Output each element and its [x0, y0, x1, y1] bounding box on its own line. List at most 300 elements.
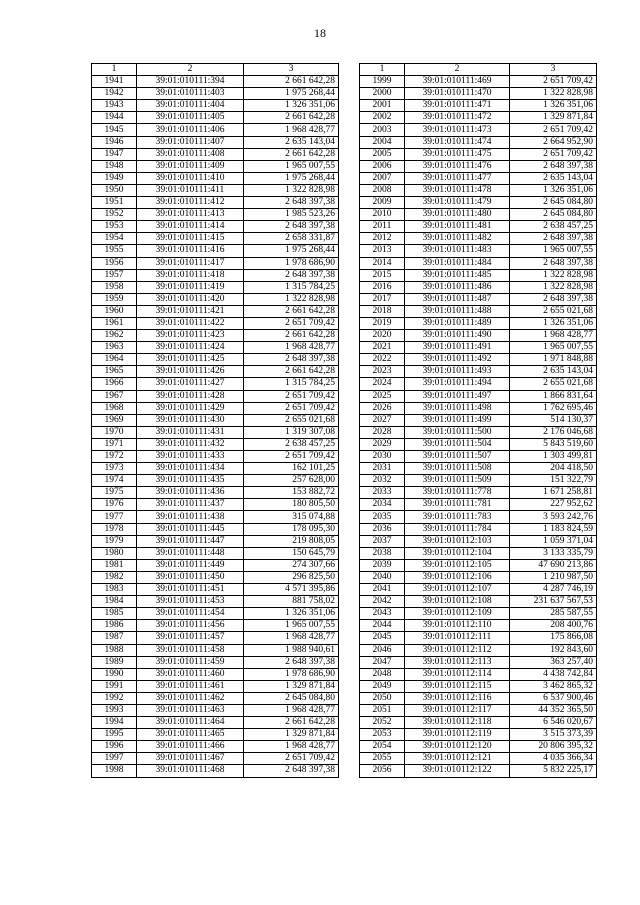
table-row [360, 523, 597, 535]
cadastral-value-cell: 4 035 366,34 [510, 753, 597, 765]
cadastral-number-cell: 39:01:010112:110 [405, 620, 510, 632]
cadastral-value-cell: 1 965 007,55 [244, 160, 339, 172]
row-number-cell: 2045 [360, 632, 405, 644]
row-number-cell: 2003 [360, 124, 405, 136]
table-row [360, 741, 597, 753]
table-row [92, 584, 339, 596]
row-number-cell: 2053 [360, 729, 405, 741]
table-row [360, 608, 597, 620]
row-number-cell: 1955 [92, 245, 137, 257]
table-row [360, 317, 597, 329]
table-row [92, 112, 339, 124]
row-number-cell: 2016 [360, 281, 405, 293]
row-number-cell: 1946 [92, 136, 137, 148]
row-number-cell: 1948 [92, 160, 137, 172]
cadastral-value-cell: 1 326 351,06 [244, 608, 339, 620]
cadastral-value-cell: 1 968 428,77 [244, 632, 339, 644]
table-row [92, 717, 339, 729]
cadastral-number-cell: 39:01:010111:447 [137, 535, 244, 547]
cadastral-value-cell: 1 326 351,06 [244, 100, 339, 112]
cadastral-value-cell: 6 546 020,67 [510, 717, 597, 729]
cadastral-number-cell: 39:01:010111:429 [137, 402, 244, 414]
row-number-cell: 1999 [360, 76, 405, 88]
cadastral-value-cell: 192 843,60 [510, 644, 597, 656]
cadastral-value-cell: 2 655 021,68 [510, 305, 597, 317]
table-row [92, 88, 339, 100]
cadastral-value-cell: 20 806 395,32 [510, 741, 597, 753]
cadastral-value-cell: 2 661 642,28 [244, 112, 339, 124]
cadastral-number-cell: 39:01:010112:111 [405, 632, 510, 644]
table-row [92, 463, 339, 475]
row-number-cell: 2021 [360, 342, 405, 354]
cadastral-number-cell: 39:01:010111:450 [137, 571, 244, 583]
table-header-row [92, 64, 339, 76]
cadastral-value-cell: 231 637 567,53 [510, 596, 597, 608]
cadastral-number-cell: 39:01:010111:453 [137, 596, 244, 608]
row-number-cell: 2002 [360, 112, 405, 124]
table-body-left [92, 64, 339, 778]
cadastral-number-cell: 39:01:010111:435 [137, 475, 244, 487]
cadastral-number-cell: 39:01:010111:414 [137, 221, 244, 233]
cadastral-value-cell: 274 307,66 [244, 559, 339, 571]
row-number-cell: 1945 [92, 124, 137, 136]
row-number-cell: 1984 [92, 596, 137, 608]
table-row [360, 184, 597, 196]
row-number-cell: 1977 [92, 511, 137, 523]
row-number-cell: 1973 [92, 463, 137, 475]
table-row [360, 354, 597, 366]
table-row [92, 426, 339, 438]
cadastral-number-cell: 39:01:010111:466 [137, 741, 244, 753]
cadastral-value-cell: 514 130,37 [510, 414, 597, 426]
row-number-cell: 2055 [360, 753, 405, 765]
row-number-cell: 2015 [360, 269, 405, 281]
cadastral-number-cell: 39:01:010111:477 [405, 172, 510, 184]
cadastral-value-cell: 1 315 784,25 [244, 281, 339, 293]
row-number-cell: 1943 [92, 100, 137, 112]
row-number-cell: 1981 [92, 559, 137, 571]
table-row [360, 136, 597, 148]
cadastral-value-cell: 1 968 428,77 [244, 124, 339, 136]
row-number-cell: 1942 [92, 88, 137, 100]
row-number-cell: 2031 [360, 463, 405, 475]
row-number-cell: 2007 [360, 172, 405, 184]
row-number-cell: 1970 [92, 426, 137, 438]
table-row [92, 148, 339, 160]
row-number-cell: 2000 [360, 88, 405, 100]
table-row [360, 76, 597, 88]
cadastral-value-cell: 2 651 709,42 [510, 148, 597, 160]
table-body-right [360, 64, 597, 778]
cadastral-value-cell: 2 645 084,80 [244, 692, 339, 704]
cadastral-value-cell: 2 661 642,28 [244, 717, 339, 729]
table-row [360, 535, 597, 547]
row-number-cell: 1947 [92, 148, 137, 160]
cadastral-value-cell: 3 133 335,79 [510, 547, 597, 559]
cadastral-value-cell: 162 101,25 [244, 463, 339, 475]
row-number-cell: 2049 [360, 680, 405, 692]
cadastral-number-cell: 39:01:010111:473 [405, 124, 510, 136]
cadastral-number-cell: 39:01:010111:454 [137, 608, 244, 620]
row-number-cell: 1964 [92, 354, 137, 366]
cadastral-number-cell: 39:01:010111:467 [137, 753, 244, 765]
row-number-cell: 1987 [92, 632, 137, 644]
table-row [360, 451, 597, 463]
table-row [92, 76, 339, 88]
row-number-cell: 2047 [360, 656, 405, 668]
cadastral-number-cell: 39:01:010111:465 [137, 729, 244, 741]
column-header-value: 3 [510, 64, 597, 76]
cadastral-number-cell: 39:01:010111:472 [405, 112, 510, 124]
cadastral-number-cell: 39:01:010111:404 [137, 100, 244, 112]
cadastral-number-cell: 39:01:010111:460 [137, 668, 244, 680]
cadastral-number-cell: 39:01:010111:437 [137, 499, 244, 511]
cadastral-number-cell: 39:01:010111:489 [405, 317, 510, 329]
table-row [92, 487, 339, 499]
row-number-cell: 1952 [92, 209, 137, 221]
row-number-cell: 1998 [92, 765, 137, 777]
table-row [92, 390, 339, 402]
cadastral-value-cell: 1 322 828,98 [510, 269, 597, 281]
cadastral-value-cell: 2 648 397,38 [244, 269, 339, 281]
row-number-cell: 2011 [360, 221, 405, 233]
row-number-cell: 2054 [360, 741, 405, 753]
table-row [360, 160, 597, 172]
cadastral-value-cell: 175 866,08 [510, 632, 597, 644]
cadastral-number-cell: 39:01:010111:487 [405, 293, 510, 305]
table-row [360, 704, 597, 716]
table-row [360, 245, 597, 257]
table-row [360, 269, 597, 281]
table-row [92, 281, 339, 293]
table-row [92, 233, 339, 245]
cadastral-value-cell: 2 651 709,42 [244, 451, 339, 463]
row-number-cell: 1974 [92, 475, 137, 487]
cadastral-value-cell: 4 571 395,86 [244, 584, 339, 596]
cadastral-value-cell: 2 661 642,28 [244, 366, 339, 378]
table-row [360, 124, 597, 136]
cadastral-value-cell: 1 975 268,44 [244, 172, 339, 184]
row-number-cell: 2056 [360, 765, 405, 777]
table-row [360, 487, 597, 499]
table-row [360, 717, 597, 729]
cadastral-number-cell: 39:01:010111:409 [137, 160, 244, 172]
row-number-cell: 2038 [360, 547, 405, 559]
row-number-cell: 1985 [92, 608, 137, 620]
cadastral-number-cell: 39:01:010111:405 [137, 112, 244, 124]
row-number-cell: 2041 [360, 584, 405, 596]
cadastral-value-cell: 1 326 351,06 [510, 184, 597, 196]
page-number: 18 [314, 26, 326, 40]
cadastral-number-cell: 39:01:010111:471 [405, 100, 510, 112]
row-number-cell: 1991 [92, 680, 137, 692]
table-row [360, 414, 597, 426]
table-row [92, 221, 339, 233]
cadastral-number-cell: 39:01:010111:488 [405, 305, 510, 317]
table-row [360, 596, 597, 608]
row-number-cell: 2050 [360, 692, 405, 704]
cadastral-number-cell: 39:01:010111:416 [137, 245, 244, 257]
table-row [92, 704, 339, 716]
table-row [92, 765, 339, 777]
cadastral-value-cell: 219 808,05 [244, 535, 339, 547]
cadastral-number-cell: 39:01:010111:411 [137, 184, 244, 196]
row-number-cell: 2018 [360, 305, 405, 317]
cadastral-number-cell: 39:01:010112:115 [405, 680, 510, 692]
row-number-cell: 2005 [360, 148, 405, 160]
cadastral-value-cell: 1 866 831,64 [510, 390, 597, 402]
row-number-cell: 2040 [360, 571, 405, 583]
row-number-cell: 1995 [92, 729, 137, 741]
row-number-cell: 2004 [360, 136, 405, 148]
cadastral-value-cell: 1 671 258,81 [510, 487, 597, 499]
row-number-cell: 2008 [360, 184, 405, 196]
table-row [92, 124, 339, 136]
cadastral-number-cell: 39:01:010111:486 [405, 281, 510, 293]
row-number-cell: 2032 [360, 475, 405, 487]
row-number-cell: 2037 [360, 535, 405, 547]
cadastral-number-cell: 39:01:010111:492 [405, 354, 510, 366]
table-row [92, 608, 339, 620]
cadastral-number-cell: 39:01:010111:456 [137, 620, 244, 632]
cadastral-number-cell: 39:01:010111:469 [405, 76, 510, 88]
cadastral-number-cell: 39:01:010111:424 [137, 342, 244, 354]
table-row [360, 233, 597, 245]
row-number-cell: 1960 [92, 305, 137, 317]
cadastral-number-cell: 39:01:010112:112 [405, 644, 510, 656]
row-number-cell: 1944 [92, 112, 137, 124]
row-number-cell: 2010 [360, 209, 405, 221]
row-number-cell: 1980 [92, 547, 137, 559]
row-number-cell: 2029 [360, 438, 405, 450]
cadastral-value-cell: 2 651 709,42 [244, 317, 339, 329]
cadastral-value-cell: 1 968 428,77 [244, 741, 339, 753]
cadastral-value-cell: 1 978 686,90 [244, 668, 339, 680]
cadastral-number-cell: 39:01:010111:410 [137, 172, 244, 184]
cadastral-value-cell: 1 210 987,50 [510, 571, 597, 583]
row-number-cell: 2022 [360, 354, 405, 366]
cadastral-number-cell: 39:01:010111:425 [137, 354, 244, 366]
row-number-cell: 1950 [92, 184, 137, 196]
row-number-cell: 2025 [360, 390, 405, 402]
row-number-cell: 2012 [360, 233, 405, 245]
cadastral-number-cell: 39:01:010112:107 [405, 584, 510, 596]
cadastral-number-cell: 39:01:010111:417 [137, 257, 244, 269]
row-number-cell: 1968 [92, 402, 137, 414]
cadastral-value-cell: 2 648 397,38 [244, 765, 339, 777]
table-row [92, 547, 339, 559]
cadastral-value-cell: 2 655 021,68 [244, 414, 339, 426]
cadastral-number-cell: 39:01:010111:457 [137, 632, 244, 644]
row-number-cell: 2052 [360, 717, 405, 729]
cadastral-number-cell: 39:01:010111:418 [137, 269, 244, 281]
row-number-cell: 1957 [92, 269, 137, 281]
row-number-cell: 2009 [360, 197, 405, 209]
cadastral-number-cell: 39:01:010112:117 [405, 704, 510, 716]
cadastral-number-cell: 39:01:010111:428 [137, 390, 244, 402]
cadastral-value-cell: 2 645 084,80 [510, 197, 597, 209]
table-row [360, 620, 597, 632]
row-number-cell: 1982 [92, 571, 137, 583]
cadastral-number-cell: 39:01:010111:476 [405, 160, 510, 172]
row-number-cell: 1993 [92, 704, 137, 716]
cadastral-value-cell: 4 287 746,19 [510, 584, 597, 596]
table-row [92, 342, 339, 354]
cadastral-value-cell: 2 658 331,87 [244, 233, 339, 245]
row-number-cell: 2051 [360, 704, 405, 716]
table-row [92, 451, 339, 463]
row-number-cell: 1965 [92, 366, 137, 378]
table-row [92, 753, 339, 765]
cadastral-number-cell: 39:01:010111:480 [405, 209, 510, 221]
table-row [92, 305, 339, 317]
cadastral-value-cell: 44 352 365,50 [510, 704, 597, 716]
cadastral-number-cell: 39:01:010111:433 [137, 451, 244, 463]
cadastral-number-cell: 39:01:010111:434 [137, 463, 244, 475]
table-row [360, 100, 597, 112]
cadastral-number-cell: 39:01:010111:448 [137, 547, 244, 559]
table-row [92, 293, 339, 305]
table-row [360, 257, 597, 269]
row-number-cell: 1969 [92, 414, 137, 426]
cadastral-number-cell: 39:01:010111:407 [137, 136, 244, 148]
table-row [360, 584, 597, 596]
cadastral-value-cell: 1 322 828,98 [244, 293, 339, 305]
table-row [360, 148, 597, 160]
table-row [92, 499, 339, 511]
cadastral-number-cell: 39:01:010111:490 [405, 330, 510, 342]
cadastral-number-cell: 39:01:010111:508 [405, 463, 510, 475]
column-header-number: 1 [92, 64, 137, 76]
table-row [92, 620, 339, 632]
registry-table-right [359, 63, 597, 778]
cadastral-value-cell: 2 661 642,28 [244, 330, 339, 342]
cadastral-value-cell: 2 645 084,80 [510, 209, 597, 221]
table-row [92, 354, 339, 366]
cadastral-value-cell: 1 965 007,55 [510, 245, 597, 257]
table-row [360, 680, 597, 692]
row-number-cell: 1954 [92, 233, 137, 245]
cadastral-number-cell: 39:01:010111:463 [137, 704, 244, 716]
cadastral-number-cell: 39:01:010111:427 [137, 378, 244, 390]
cadastral-value-cell: 363 257,40 [510, 656, 597, 668]
table-row [360, 390, 597, 402]
table-row [92, 511, 339, 523]
cadastral-value-cell: 4 438 742,84 [510, 668, 597, 680]
cadastral-value-cell: 2 176 046,68 [510, 426, 597, 438]
table-row [360, 644, 597, 656]
table-row [92, 209, 339, 221]
cadastral-value-cell: 2 661 642,28 [244, 305, 339, 317]
row-number-cell: 2043 [360, 608, 405, 620]
table-row [92, 414, 339, 426]
cadastral-value-cell: 1 965 007,55 [244, 620, 339, 632]
table-header-row [360, 64, 597, 76]
row-number-cell: 1953 [92, 221, 137, 233]
row-number-cell: 2036 [360, 523, 405, 535]
row-number-cell: 1997 [92, 753, 137, 765]
cadastral-value-cell: 2 638 457,25 [244, 438, 339, 450]
cadastral-value-cell: 881 758,02 [244, 596, 339, 608]
table-row [92, 741, 339, 753]
row-number-cell: 1983 [92, 584, 137, 596]
cadastral-number-cell: 39:01:010112:122 [405, 765, 510, 777]
row-number-cell: 1971 [92, 438, 137, 450]
column-header-number: 1 [360, 64, 405, 76]
row-number-cell: 2039 [360, 559, 405, 571]
cadastral-value-cell: 315 074,88 [244, 511, 339, 523]
cadastral-value-cell: 1 326 351,06 [510, 317, 597, 329]
cadastral-value-cell: 2 648 397,38 [244, 354, 339, 366]
table-row [360, 378, 597, 390]
cadastral-number-cell: 39:01:010111:778 [405, 487, 510, 499]
table-row [92, 317, 339, 329]
row-number-cell: 2044 [360, 620, 405, 632]
cadastral-number-cell: 39:01:010112:103 [405, 535, 510, 547]
table-row [92, 245, 339, 257]
cadastral-number-cell: 39:01:010112:114 [405, 668, 510, 680]
row-number-cell: 2042 [360, 596, 405, 608]
table-row [360, 330, 597, 342]
cadastral-number-cell: 39:01:010111:474 [405, 136, 510, 148]
cadastral-number-cell: 39:01:010111:458 [137, 644, 244, 656]
cadastral-value-cell: 2 661 642,28 [244, 148, 339, 160]
cadastral-value-cell: 1 329 871,84 [244, 680, 339, 692]
row-number-cell: 1978 [92, 523, 137, 535]
cadastral-value-cell: 2 655 021,68 [510, 378, 597, 390]
cadastral-value-cell: 2 664 952,90 [510, 136, 597, 148]
table-row [360, 463, 597, 475]
table-row [92, 656, 339, 668]
row-number-cell: 1976 [92, 499, 137, 511]
row-number-cell: 2028 [360, 426, 405, 438]
cadastral-value-cell: 296 825,50 [244, 571, 339, 583]
cadastral-value-cell: 285 587,55 [510, 608, 597, 620]
cadastral-number-cell: 39:01:010111:394 [137, 76, 244, 88]
cadastral-value-cell: 1 322 828,98 [510, 88, 597, 100]
cadastral-number-cell: 39:01:010112:109 [405, 608, 510, 620]
cadastral-value-cell: 1 322 828,98 [244, 184, 339, 196]
table-row [92, 559, 339, 571]
cadastral-value-cell: 2 648 397,38 [510, 233, 597, 245]
table-row [360, 668, 597, 680]
table-row [92, 402, 339, 414]
cadastral-number-cell: 39:01:010111:459 [137, 656, 244, 668]
table-row [360, 656, 597, 668]
table-row [92, 438, 339, 450]
cadastral-number-cell: 39:01:010111:499 [405, 414, 510, 426]
cadastral-value-cell: 2 661 642,28 [244, 76, 339, 88]
table-row [360, 88, 597, 100]
row-number-cell: 1986 [92, 620, 137, 632]
cadastral-number-cell: 39:01:010111:420 [137, 293, 244, 305]
cadastral-number-cell: 39:01:010111:498 [405, 402, 510, 414]
table-row [92, 330, 339, 342]
table-row [92, 596, 339, 608]
cadastral-value-cell: 1 978 686,90 [244, 257, 339, 269]
cadastral-number-cell: 39:01:010111:461 [137, 680, 244, 692]
cadastral-number-cell: 39:01:010111:449 [137, 559, 244, 571]
table-row [92, 644, 339, 656]
cadastral-value-cell: 2 651 709,42 [244, 402, 339, 414]
row-number-cell: 1989 [92, 656, 137, 668]
table-row [360, 305, 597, 317]
table-row [92, 523, 339, 535]
cadastral-number-cell: 39:01:010111:482 [405, 233, 510, 245]
row-number-cell: 2001 [360, 100, 405, 112]
row-number-cell: 2046 [360, 644, 405, 656]
cadastral-number-cell: 39:01:010111:406 [137, 124, 244, 136]
